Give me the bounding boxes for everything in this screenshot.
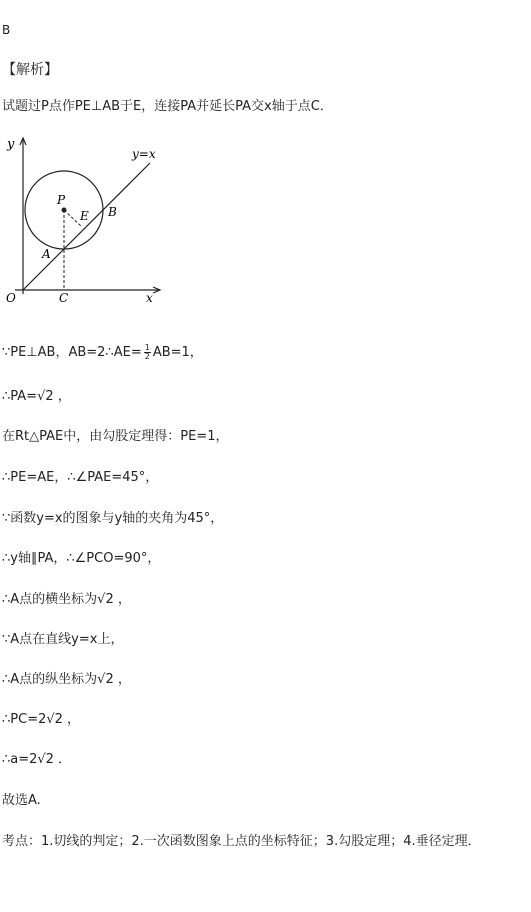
intro-text: 试题过P点作PE⊥AB于E，连接PA并延长PA交x轴于点C． bbox=[2, 99, 333, 114]
fraction-denominator: 2 bbox=[144, 352, 150, 361]
label-x-axis: x bbox=[146, 291, 153, 305]
step-7: ∴A点的横坐标为√2 ， bbox=[2, 592, 131, 607]
label-y-axis: y bbox=[7, 137, 15, 152]
section-title: 【解析】 bbox=[2, 62, 58, 78]
step-4: ∴PE=AE，∴∠PAE=45°， bbox=[2, 470, 159, 485]
line-y-equals-x bbox=[23, 163, 150, 290]
fraction-numerator: 1 bbox=[144, 343, 150, 352]
fraction-one-half bbox=[144, 344, 151, 361]
step-2: ∴PA=√2 ， bbox=[2, 389, 71, 404]
geometry-figure bbox=[0, 126, 180, 312]
label-p: P bbox=[57, 193, 66, 207]
step-8: ∵A点在直线y=x上， bbox=[2, 632, 124, 647]
label-line: y=x bbox=[132, 147, 156, 161]
label-c: C bbox=[59, 291, 69, 305]
label-o: O bbox=[6, 291, 16, 305]
step-3: 在Rt△PAE中，由勾股定理得：PE=1， bbox=[2, 429, 229, 444]
step-11: ∴a=2√2 ． bbox=[2, 752, 72, 767]
label-a: A bbox=[42, 247, 51, 261]
step-6: ∴y轴∥PA，∴∠PCO=90°， bbox=[2, 551, 161, 566]
step-9: ∴A点的纵坐标为√2 ， bbox=[2, 672, 131, 687]
conclusion: 故选A. bbox=[2, 793, 41, 808]
step-1-end: AB=1， bbox=[152, 345, 203, 360]
step-10: ∴PC=2√2 ， bbox=[2, 712, 81, 727]
label-e: E bbox=[80, 209, 89, 223]
step-1 bbox=[2, 344, 203, 361]
step-1-start: ∵PE⊥AB，AB=2∴AE= bbox=[2, 345, 142, 360]
answer-letter: B bbox=[2, 23, 11, 37]
step-5: ∵函数y=x的图象与y轴的夹角为45°， bbox=[2, 511, 224, 526]
label-b: B bbox=[108, 205, 117, 219]
knowledge-points: 考点：1.切线的判定；2.一次函数图象上点的坐标特征；3.勾股定理；4.垂径定理． bbox=[2, 834, 481, 849]
